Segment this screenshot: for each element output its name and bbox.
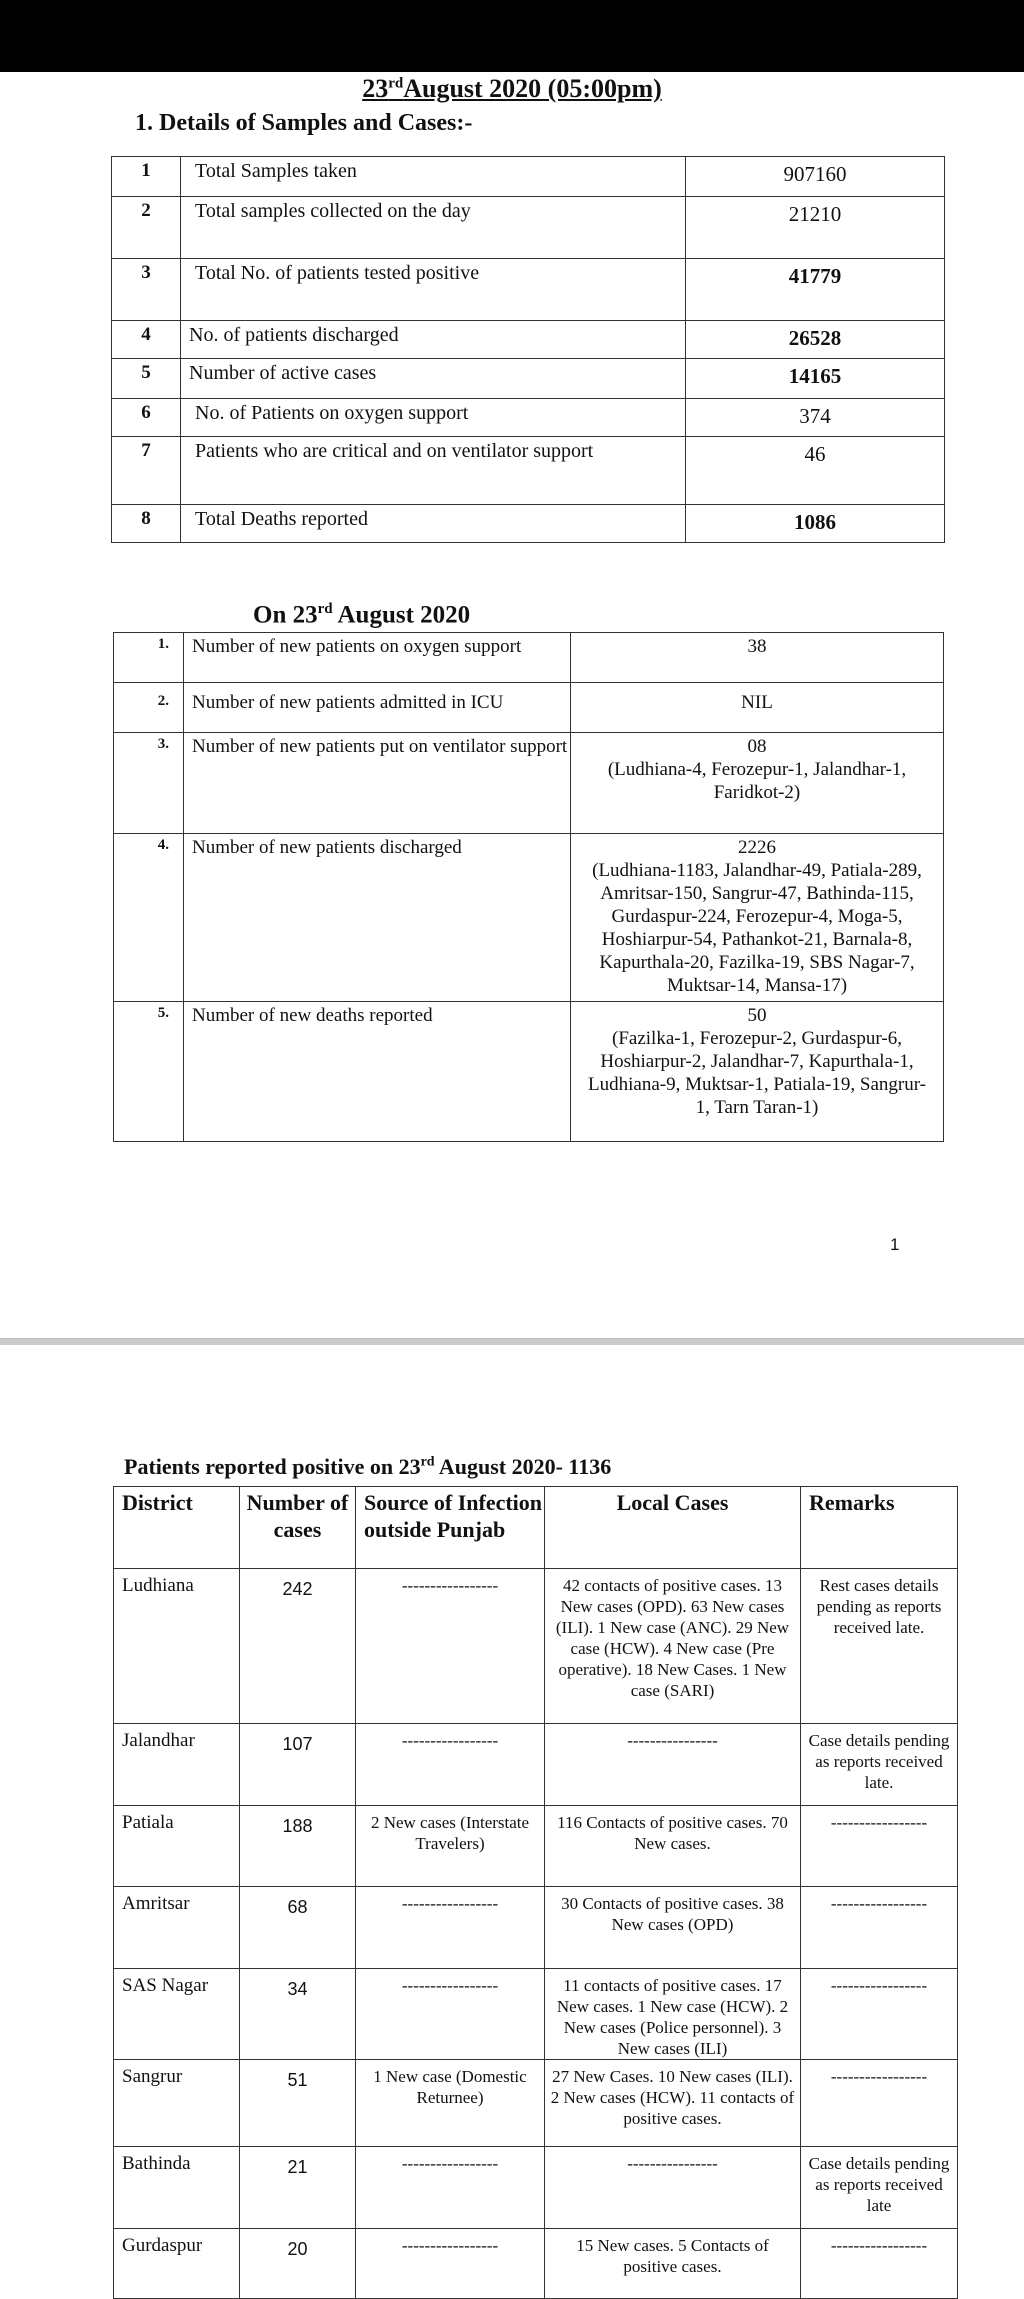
table-row: 5 Number of active cases 14165 — [112, 359, 945, 399]
top-black-bar — [0, 0, 1024, 72]
section-1-title: 1. Details of Samples and Cases:- — [135, 110, 473, 136]
samples-cases-table — [111, 156, 945, 543]
table-row: 2 Total samples collected on the day 21210 — [112, 197, 945, 259]
table-row: 2. Number of new patients admitted in ICU NIL — [114, 683, 944, 733]
table-header-row — [114, 1487, 958, 1569]
table-row: 4. Number of new patients discharged 2226 (Ludhiana-1183, Jalandhar-49, Patiala-289, Amritsar-150, Sangrur-47, Bathinda-115, Gurdaspur-224, Ferozepur-4, Moga-5, Hoshiarpur-54, Pathankot-21, Barnala-8, Kapurthala-20, Fazilka-19, SBS Nagar-7, Muktsar-14, Mansa-17) — [114, 834, 944, 1002]
table-row: Amritsar 68 ----------------- 30 Contacts of positive cases. 38 New cases (OPD) ----------------- — [114, 1887, 958, 1969]
table-row: 1 Total Samples taken 907160 — [112, 157, 945, 197]
section-3-title: Patients reported positive on 23rd August 2020- 1136 — [124, 1454, 612, 1479]
col-remarks: Remarks — [801, 1487, 958, 1569]
col-local-cases: Local Cases — [545, 1487, 801, 1569]
table-row: Ludhiana 242 ----------------- 42 contacts of positive cases. 13 New cases (OPD). 63 New cases (ILI). 1 New case (ANC). 29 New case (HCW). 4 New case (Pre operative). 18 New Cases. 1 New case (SARI) Rest cases details pending as reports received late. — [114, 1569, 958, 1724]
table-row: 5. Number of new deaths reported 50 (Fazilka-1, Ferozepur-2, Gurdaspur-6, Hoshiarpur-2, Jalandhar-7, Kapurthala-1, Ludhiana-9, Muktsar-1, Patiala-19, Sangrur-1, Tarn Taran-1) — [114, 1002, 944, 1142]
table-row: Patiala 188 2 New cases (Interstate Travelers) 116 Contacts of positive cases. 70 New cases. ----------------- — [114, 1806, 958, 1887]
table-row: 1. Number of new patients on oxygen support 38 — [114, 633, 944, 683]
page-title: 23rdAugust 2020 (05:00pm) — [362, 74, 662, 103]
table-row: SAS Nagar 34 ----------------- 11 contacts of positive cases. 17 New cases. 1 New case (HCW). 2 New cases (Police personnel). 3 New cases (ILI) ----------------- — [114, 1969, 958, 2060]
table-row: 3 Total No. of patients tested positive 41779 — [112, 259, 945, 321]
table-row: 7 Patients who are critical and on ventilator support 46 — [112, 437, 945, 505]
section-2-title: On 23rd August 2020 — [253, 601, 471, 629]
table-row: 3. Number of new patients put on ventilator support 08 (Ludhiana-4, Ferozepur-1, Jalandhar-1, Faridkot-2) — [114, 733, 944, 834]
district-positive-table — [113, 1486, 958, 2299]
table-row: 6 No. of Patients on oxygen support 374 — [112, 399, 945, 437]
col-number-of-cases: Number of cases — [240, 1487, 356, 1569]
col-source-outside: Source of Infection outside Punjab — [356, 1487, 545, 1569]
table-row: Jalandhar 107 ----------------- ---------------- Case details pending as reports received late. — [114, 1724, 958, 1806]
table-row: Bathinda 21 ----------------- ---------------- Case details pending as reports received late — [114, 2147, 958, 2229]
page-divider — [0, 1338, 1024, 1345]
table-row: Gurdaspur 20 ----------------- 15 New cases. 5 Contacts of positive cases. ----------------- — [114, 2229, 958, 2299]
table-row: 4 No. of patients discharged 26528 — [112, 321, 945, 359]
table-row: 8 Total Deaths reported 1086 — [112, 505, 945, 543]
daily-update-table — [113, 632, 944, 1142]
table-row: Sangrur 51 1 New case (Domestic Returnee) 27 New Cases. 10 New cases (ILI). 2 New cases (HCW). 11 contacts of positive cases. ----------------- — [114, 2060, 958, 2147]
page-number: 1 — [890, 1235, 900, 1254]
col-district: District — [114, 1487, 240, 1569]
